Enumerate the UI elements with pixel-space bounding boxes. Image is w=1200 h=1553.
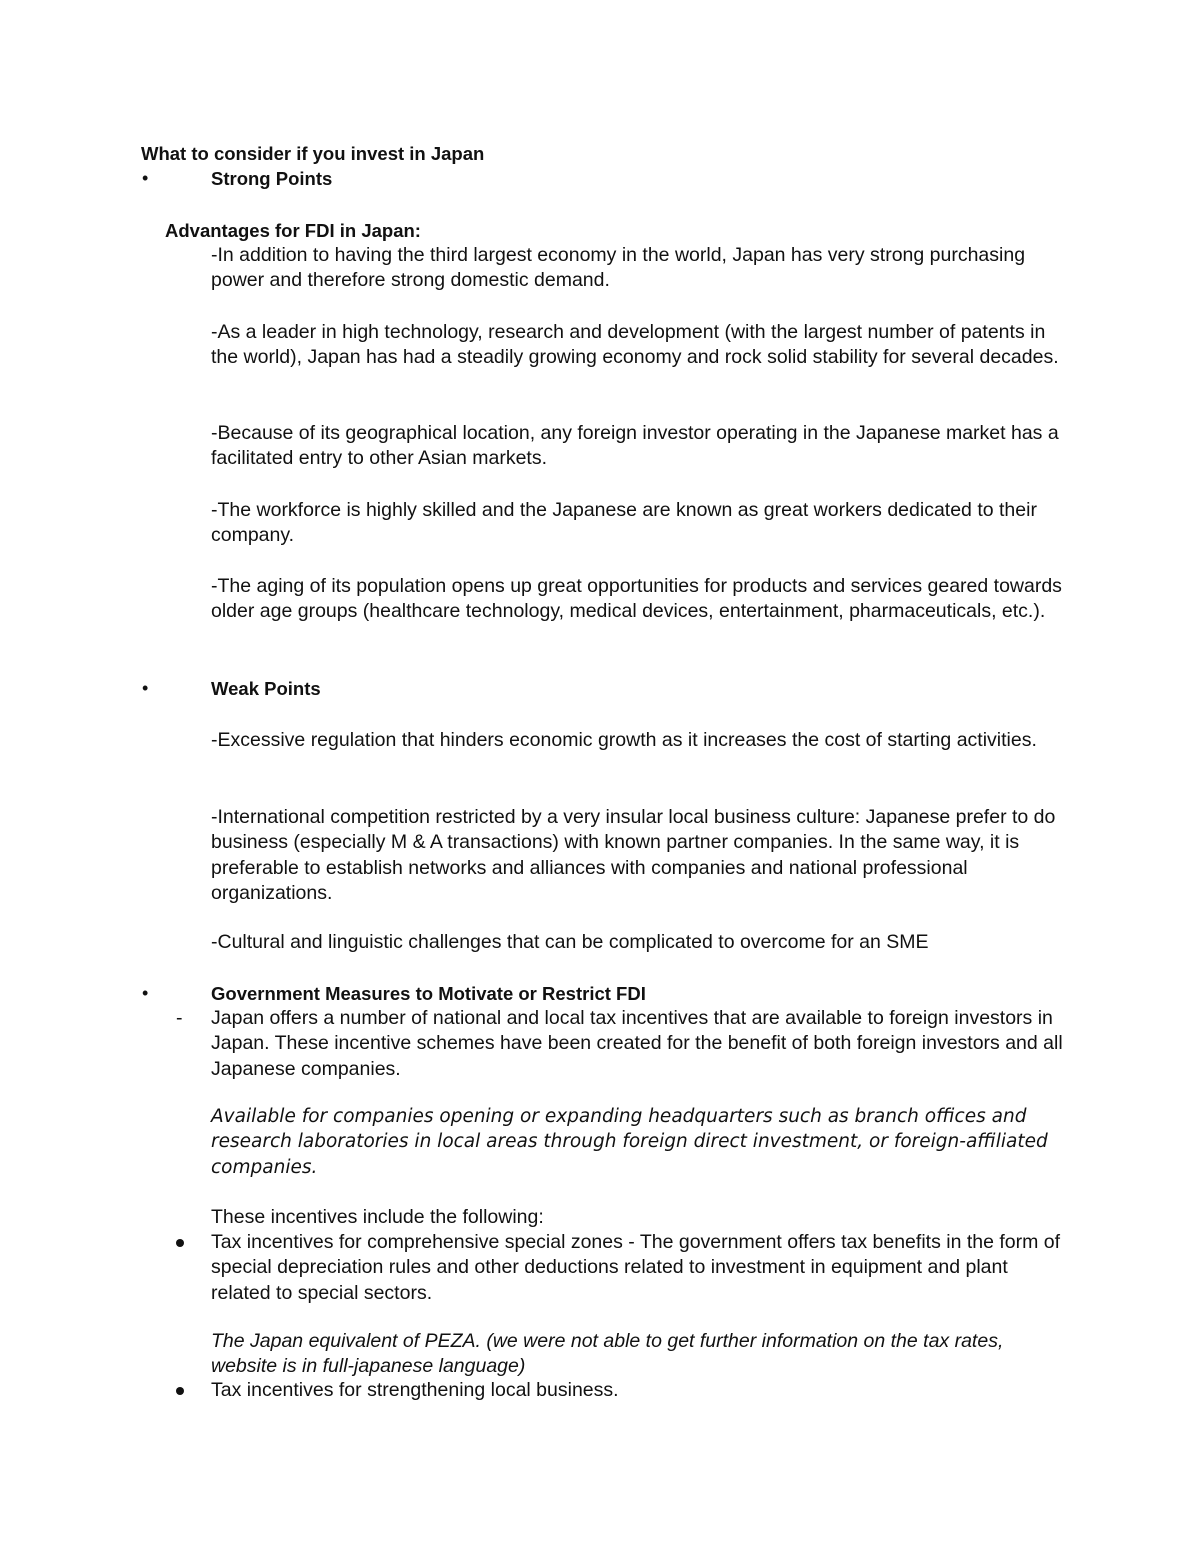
- dash-marker: -: [176, 1007, 183, 1029]
- strong-point-item: -Because of its geographical location, any foreign investor operating in the Japanese market has a facilitated entry to other Asian markets.: [211, 422, 1059, 470]
- weak-point-item: -Cultural and linguistic challenges that can be complicated to overcome for an SME: [211, 931, 929, 953]
- strong-point-item: -The aging of its population opens up great opportunities for products and services geared towards older age groups (healthcare technology, medical devices, entertainment, pharmaceuticals, etc.).: [211, 575, 1062, 623]
- strong-point-item: -The workforce is highly skilled and the Japanese are known as great workers dedicated to their company.: [211, 499, 1037, 547]
- bullet-dot-icon: [176, 1387, 184, 1395]
- strong-points-heading: Strong Points: [211, 168, 333, 189]
- strong-point-item: -In addition to having the third largest economy in the world, Japan has very strong purchasing power and therefore strong domestic demand.: [211, 244, 1026, 292]
- incentive-item: Tax incentives for strengthening local business.: [211, 1379, 619, 1401]
- incentives-lead: These incentives include the following:: [211, 1206, 544, 1228]
- advantages-subheading: Advantages for FDI in Japan:: [165, 220, 421, 241]
- bullet: •: [142, 168, 149, 188]
- document-title: What to consider if you invest in Japan: [141, 143, 485, 164]
- government-intro: Japan offers a number of national and local tax incentives that are available to foreign investors in Japan. These incentive schemes have been created for the benefit of both foreign investors and all Japanese companies.: [211, 1007, 1063, 1080]
- weak-point-item: -Excessive regulation that hinders economic growth as it increases the cost of starting activities.: [211, 729, 1037, 751]
- bullet: •: [142, 678, 149, 698]
- government-heading: Government Measures to Motivate or Restrict FDI: [211, 983, 646, 1004]
- incentive-item: Tax incentives for comprehensive special zones - The government offers tax benefits in the form of special depreciation rules and other deductions related to investment in equipment and plant related to special sectors.: [211, 1231, 1061, 1304]
- bullet: •: [142, 983, 149, 1003]
- bullet-dot-icon: [176, 1239, 184, 1247]
- government-note: Available for companies opening or expanding headquarters such as branch offices and research laboratories in local areas through foreign direct investment, or foreign-affiliated companies.: [211, 1106, 1048, 1178]
- incentive-note: The Japan equivalent of PEZA. (we were not able to get further information on the tax rates, website is in full-japanese language): [211, 1330, 1004, 1378]
- weak-points-heading: Weak Points: [211, 678, 321, 699]
- strong-point-item: -As a leader in high technology, research and development (with the largest number of patents in the world), Japan has had a steadily growing economy and rock solid stability for several decades.: [211, 321, 1059, 369]
- weak-point-item: -International competition restricted by a very insular local business culture: Japanese prefer to do business (especially M & A transactions) with known partner companies. In the same way, it is preferable to establish networks and alliances with companies and national professional organizations.: [211, 806, 1056, 905]
